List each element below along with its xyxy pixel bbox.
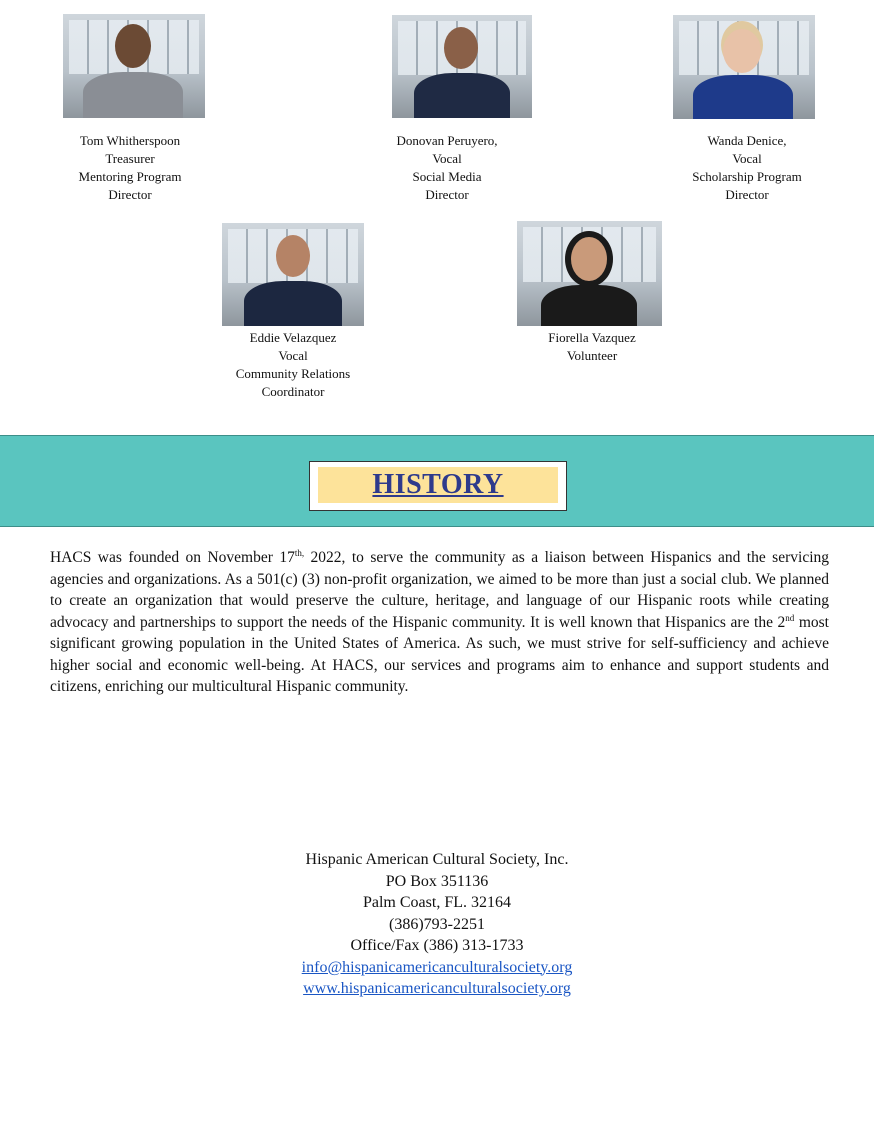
member-photo-wanda <box>673 15 815 119</box>
member-caption-donovan <box>372 132 522 204</box>
member-role: Director <box>425 187 469 202</box>
history-title: HISTORY <box>372 469 504 500</box>
org-name: Hispanic American Cultural Society, Inc. <box>305 851 569 868</box>
member-name: Donovan Peruyero, <box>396 133 498 148</box>
member-role: Mentoring Program <box>78 169 182 184</box>
history-title-box <box>318 467 558 503</box>
member-name: Eddie Velazquez <box>249 330 337 345</box>
member-caption-tom <box>60 132 200 204</box>
member-name: Fiorella Vazquez <box>548 330 636 345</box>
member-name: Tom Whitherspoon <box>79 133 181 148</box>
member-caption-eddie <box>218 329 368 401</box>
member-photo-eddie <box>222 223 364 326</box>
history-superscript: th, <box>294 547 305 558</box>
city-state: Palm Coast, FL. 32164 <box>362 894 511 911</box>
member-role: Coordinator <box>261 384 325 399</box>
member-role: Vocal <box>278 348 308 363</box>
history-superscript: nd <box>785 612 795 623</box>
contact-block <box>0 849 874 1000</box>
history-text-part: 2022, to serve the community as a liaison between Hispanics and the servicing agencies and organizations. As a 501(c) (3) non-profit organization, we aimed to be more than just a social club. We planned to create an organization that would preserve the culture, heritage, and language of our Hispanic roots while creating advocacy and partnerships to support the needs of the Hispanic community. It is well known that Hispanics are the 2 <box>50 549 829 631</box>
member-role: Social Media <box>412 169 482 184</box>
phone: (386)793-2251 <box>389 915 485 933</box>
member-caption-fiorella <box>517 329 667 365</box>
website-link[interactable]: www.hispanicamericanculturalsociety.org <box>303 980 571 997</box>
member-name: Wanda Denice, <box>707 133 787 148</box>
member-photo-tom <box>63 14 205 118</box>
member-role: Scholarship Program <box>692 169 802 184</box>
member-role: Volunteer <box>566 348 618 363</box>
member-role: Vocal <box>432 151 462 166</box>
member-photo-donovan <box>392 15 532 118</box>
member-role: Director <box>725 187 769 202</box>
email-link[interactable]: info@hispanicamericanculturalsociety.org <box>301 958 573 976</box>
history-paragraph <box>50 547 829 698</box>
history-text-part: most significant growing population in the United States of America. As such, we must strive for self-sufficiency and achieve higher social and economic well-being. At HACS, our services and programs aim to enhance and support students and citizens, enriching our multicultural Hispanic community. <box>50 613 829 695</box>
member-role: Treasurer <box>105 151 155 166</box>
history-text-part: HACS was founded on November 17 <box>50 549 295 566</box>
office-fax: Office/Fax (386) 313-1733 <box>350 937 524 954</box>
member-role: Director <box>108 187 152 202</box>
member-photo-fiorella <box>517 221 662 326</box>
member-role: Community Relations <box>235 366 351 381</box>
member-caption-wanda <box>672 132 822 204</box>
member-role: Vocal <box>732 151 762 166</box>
po-box: PO Box 351136 <box>385 872 489 890</box>
